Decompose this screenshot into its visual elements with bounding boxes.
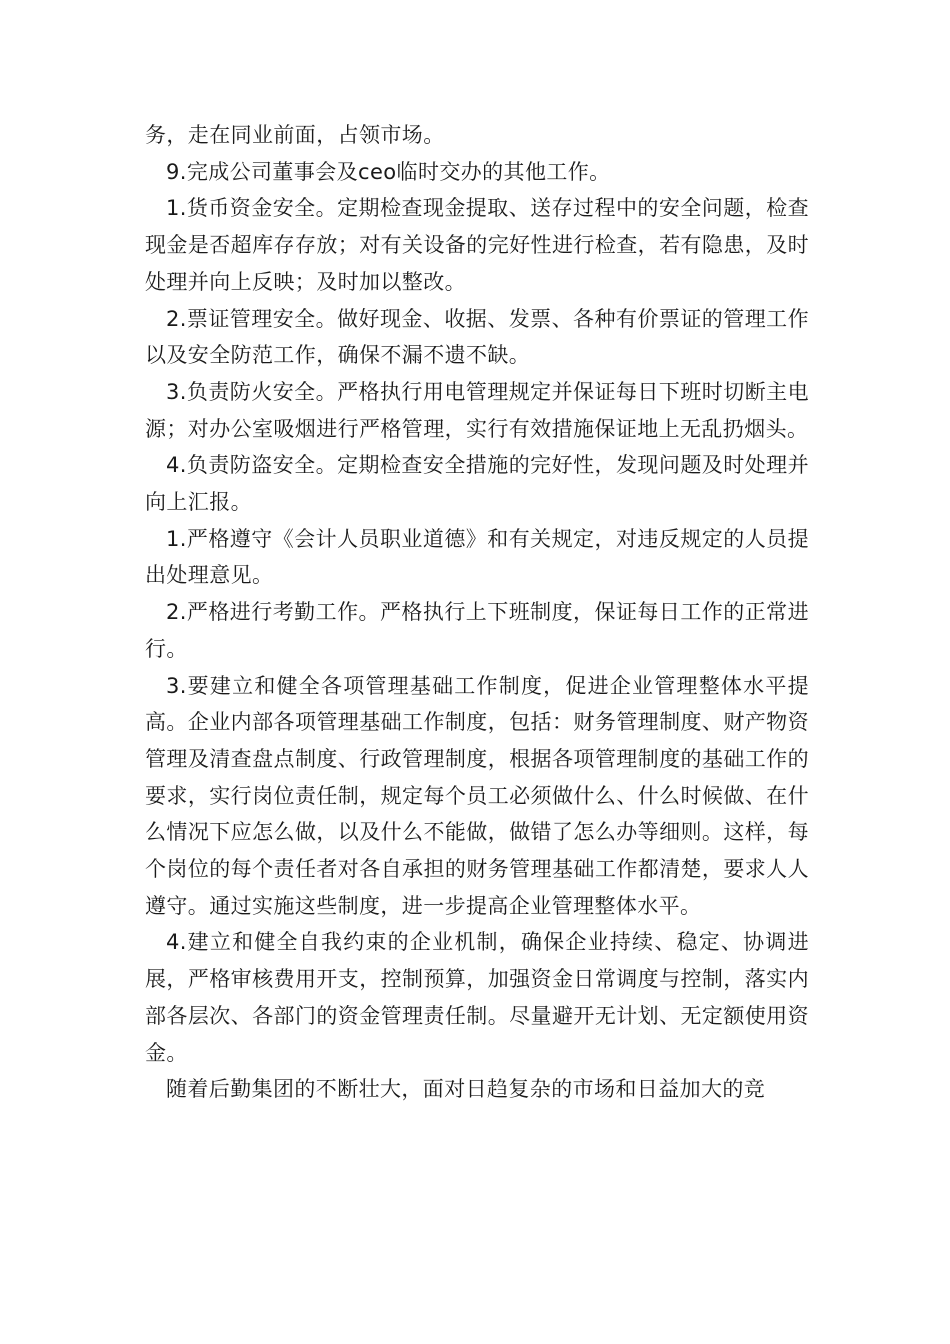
paragraph-continuation: 务，走在同业前面，占领市场。 xyxy=(145,123,445,147)
paragraph-item-9: 9.完成公司董事会及ceo临时交办的其他工作。 xyxy=(166,159,611,184)
paragraph-attendance: 2.严格进行考勤工作。严格执行上下班制度，保证每日工作的正常进行。 xyxy=(145,600,809,661)
paragraph-management-system: 3.要建立和健全各项管理基础工作制度，促进企业管理整体水平提高。企业内部各项管理基础工作制度，包括：财务管理制度、财产物资管理及清查盘点制度、行政管理制度，根据各项管理制度的基础工作的要求，实行岗位责任制，规定每个员工必须做什么、什么时候做、在什么情况下应怎么做，以及什么不能做，做错了怎么办等细则。这样，每个岗位的每个责任者对各自承担的财务管理基础工作都清楚，要求人人遵守。通过实施这些制度，进一步提高企业管理整体水平。 xyxy=(145,673,809,918)
paragraph-self-discipline: 4.建立和健全自我约束的企业机制，确保企业持续、稳定、协调进展，严格审核费用开支，控制预算，加强资金日常调度与控制，落实内部各层次、各部门的资金管理责任制。尽量避开无计划、无定额使用资金。 xyxy=(145,930,809,1065)
paragraph-voucher-safety: 2.票证管理安全。做好现金、收据、发票、各种有价票证的管理工作以及安全防范工作，确保不漏不遗不缺。 xyxy=(145,306,809,368)
paragraph-fire-safety: 3.负责防火安全。严格执行用电管理规定并保证每日下班时切断主电源；对办公室吸烟进行严格管理，实行有效措施保证地上无乱扔烟头。 xyxy=(145,379,809,441)
document-body xyxy=(145,117,809,1108)
paragraph-ethics: 1.严格遵守《会计人员职业道德》和有关规定，对违反规定的人员提出处理意见。 xyxy=(145,526,809,588)
paragraph-group-growth: 随着后勤集团的不断壮大，面对日趋复杂的市场和日益加大的竞 xyxy=(166,1077,766,1102)
paragraph-theft-safety: 4.负责防盗安全。定期检查安全措施的完好性，发现问题及时处理并向上汇报。 xyxy=(145,453,809,515)
paragraph-currency-safety: 1.货币资金安全。定期检查现金提取、送存过程中的安全问题，检查现金是否超库存存放；对有关设备的完好性进行检查，若有隐患，及时处理并向上反映；及时加以整改。 xyxy=(145,196,809,294)
